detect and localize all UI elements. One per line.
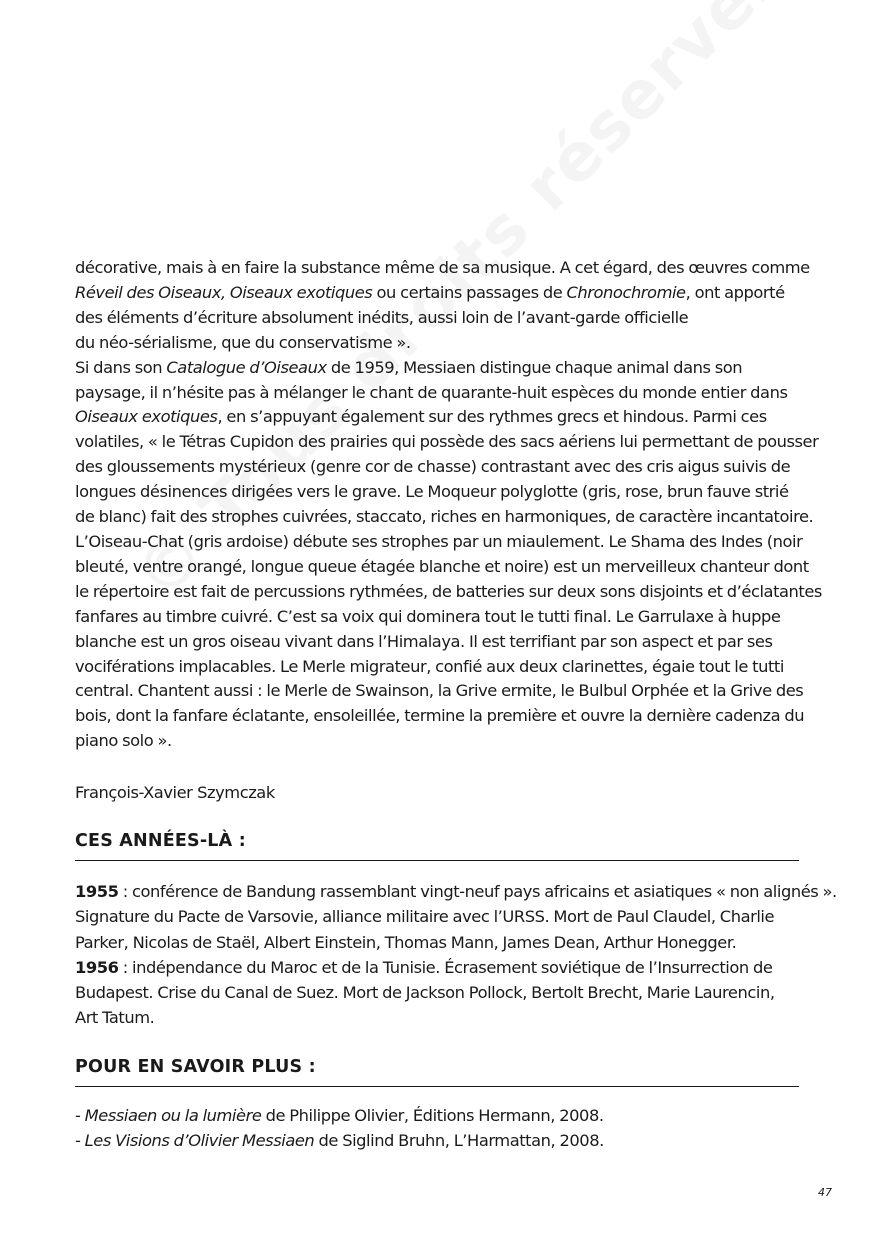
italic-title: Les Visions d’Olivier Messiaen bbox=[84, 1131, 315, 1151]
section-title-pour-en-savoir-plus: POUR EN SAVOIR PLUS : bbox=[75, 1057, 316, 1077]
text-run: Art Tatum. bbox=[75, 1008, 155, 1028]
text-line bbox=[75, 430, 819, 455]
italic-title: Oiseaux exotiques bbox=[75, 407, 218, 427]
text-run: - bbox=[75, 1131, 85, 1151]
text-run: paysage, il n’hésite pas à mélanger le chant de quarante-huit espèces du monde entier dans bbox=[75, 382, 788, 402]
section-divider bbox=[75, 1086, 799, 1087]
text-run: ou certains passages de bbox=[372, 282, 567, 302]
author-signature: François-Xavier Szymczak bbox=[75, 783, 275, 802]
text-run: le répertoire est fait de percussions rythmées, de batteries sur deux sons disjoints et d’éclatantes bbox=[75, 581, 822, 601]
text-run: , en s’appuyant également sur des rythmes grecs et hindous. Parmi ces bbox=[217, 407, 767, 427]
text-run: de blanc) fait des strophes cuivrées, staccato, riches en harmoniques, de caractère incantatoire. bbox=[75, 507, 814, 527]
page-number: 47 bbox=[818, 1186, 832, 1199]
italic-title: Réveil des Oiseaux, Oiseaux exotiques bbox=[75, 282, 373, 302]
text-line bbox=[75, 381, 815, 406]
text-run: des gloussements mystérieux (genre cor de chasse) contrastant avec des cris aigus suivis de bbox=[75, 457, 791, 477]
text-line bbox=[75, 480, 815, 505]
text-run: central. Chantent aussi : le Merle de Swainson, la Grive ermite, le Bulbul Orphée et la Grive des bbox=[75, 681, 804, 701]
text-run: - bbox=[75, 1106, 85, 1125]
text-line bbox=[75, 530, 815, 555]
text-line bbox=[75, 980, 815, 1005]
text-line bbox=[75, 679, 815, 704]
bibliography-list bbox=[75, 1103, 815, 1154]
text-line bbox=[75, 930, 815, 955]
text-line bbox=[75, 1005, 815, 1030]
text-line bbox=[75, 1128, 815, 1153]
text-run: bleuté, ventre orangé, longue queue étagée blanche et noire) est un merveilleux chanteur dont bbox=[75, 556, 809, 576]
text-line bbox=[75, 580, 822, 605]
text-run: vociférations implacables. Le Merle migrateur, confié aux deux clarinettes, égaie tout le tutti bbox=[75, 656, 784, 676]
text-line bbox=[75, 555, 815, 580]
section-divider bbox=[75, 860, 799, 861]
text-line bbox=[75, 955, 815, 980]
text-line bbox=[75, 455, 815, 480]
text-run: Parker, Nicolas de Staël, Albert Einstein, Thomas Mann, James Dean, Arthur Honegger. bbox=[75, 932, 737, 952]
text-line bbox=[75, 356, 815, 381]
text-line bbox=[75, 405, 815, 430]
text-line bbox=[75, 704, 815, 729]
text-line bbox=[75, 1103, 815, 1128]
main-paragraph bbox=[75, 256, 822, 754]
text-run: de 1959, Messiaen distingue chaque animal dans son bbox=[326, 357, 743, 377]
italic-title: Catalogue d’Oiseaux bbox=[166, 357, 327, 377]
text-line bbox=[75, 729, 815, 754]
text-run: Signature du Pacte de Varsovie, alliance militaire avec l’URSS. Mort de Paul Claudel, Charlie bbox=[75, 907, 775, 927]
text-line bbox=[75, 904, 815, 929]
timeline-paragraph bbox=[75, 879, 837, 1031]
text-run: longues désinences dirigées vers le grave. Le Moqueur polyglotte (gris, rose, brun fauve strié bbox=[75, 482, 789, 502]
text-line bbox=[75, 331, 815, 356]
text-run: Si dans son bbox=[75, 357, 167, 377]
text-run: bois, dont la fanfare éclatante, ensoleillée, termine la première et ouvre la dernière cadenza du bbox=[75, 706, 805, 726]
text-run: fanfares au timbre cuivré. C’est sa voix qui dominera tout le tutti final. Le Garrulaxe à huppe bbox=[75, 606, 781, 626]
text-line bbox=[75, 655, 815, 680]
text-run: du néo-sérialisme, que du conservatisme ». bbox=[75, 332, 411, 352]
text-run: des éléments d’écriture absolument inédits, aussi loin de l’avant-garde officielle bbox=[75, 307, 689, 327]
text-run: décorative, mais à en faire la substance même de sa musique. A cet égard, des œuvres comme bbox=[75, 258, 810, 277]
text-run: de Philippe Olivier, Éditions Hermann, 2008. bbox=[261, 1106, 604, 1125]
text-run: volatiles, « le Tétras Cupidon des prairies qui possède des sacs aériens lui permettant de pousser bbox=[75, 432, 819, 452]
text-run: : indépendance du Maroc et de la Tunisie. Écrasement soviétique de l’Insurrection de bbox=[118, 957, 773, 977]
text-line bbox=[75, 605, 815, 630]
text-line bbox=[75, 256, 815, 281]
year-label: 1955 bbox=[75, 882, 119, 901]
italic-title: Chronochromie bbox=[566, 282, 686, 302]
text-run: , ont apporté bbox=[685, 282, 785, 302]
text-run: piano solo ». bbox=[75, 731, 172, 751]
text-line bbox=[75, 281, 815, 306]
italic-title: Messiaen ou la lumière bbox=[84, 1106, 262, 1125]
year-label: 1956 bbox=[75, 957, 119, 977]
section-title-ces-annees: CES ANNÉES-LÀ : bbox=[75, 831, 246, 851]
text-run: Budapest. Crise du Canal de Suez. Mort de Jackson Pollock, Bertolt Brecht, Marie Laurencin, bbox=[75, 983, 775, 1003]
text-line bbox=[75, 879, 837, 904]
text-line bbox=[75, 306, 815, 331]
text-line bbox=[75, 505, 815, 530]
text-run: : conférence de Bandung rassemblant vingt-neuf pays africains et asiatiques « non alignés ». bbox=[118, 882, 837, 901]
text-run: L’Oiseau-Chat (gris ardoise) débute ses strophes par un miaulement. Le Shama des Indes (noir bbox=[75, 531, 803, 551]
text-line bbox=[75, 630, 815, 655]
text-run: de Siglind Bruhn, L’Harmattan, 2008. bbox=[314, 1131, 604, 1151]
text-run: blanche est un gros oiseau vivant dans l’Himalaya. Il est terrifiant par son aspect et par ses bbox=[75, 631, 773, 651]
